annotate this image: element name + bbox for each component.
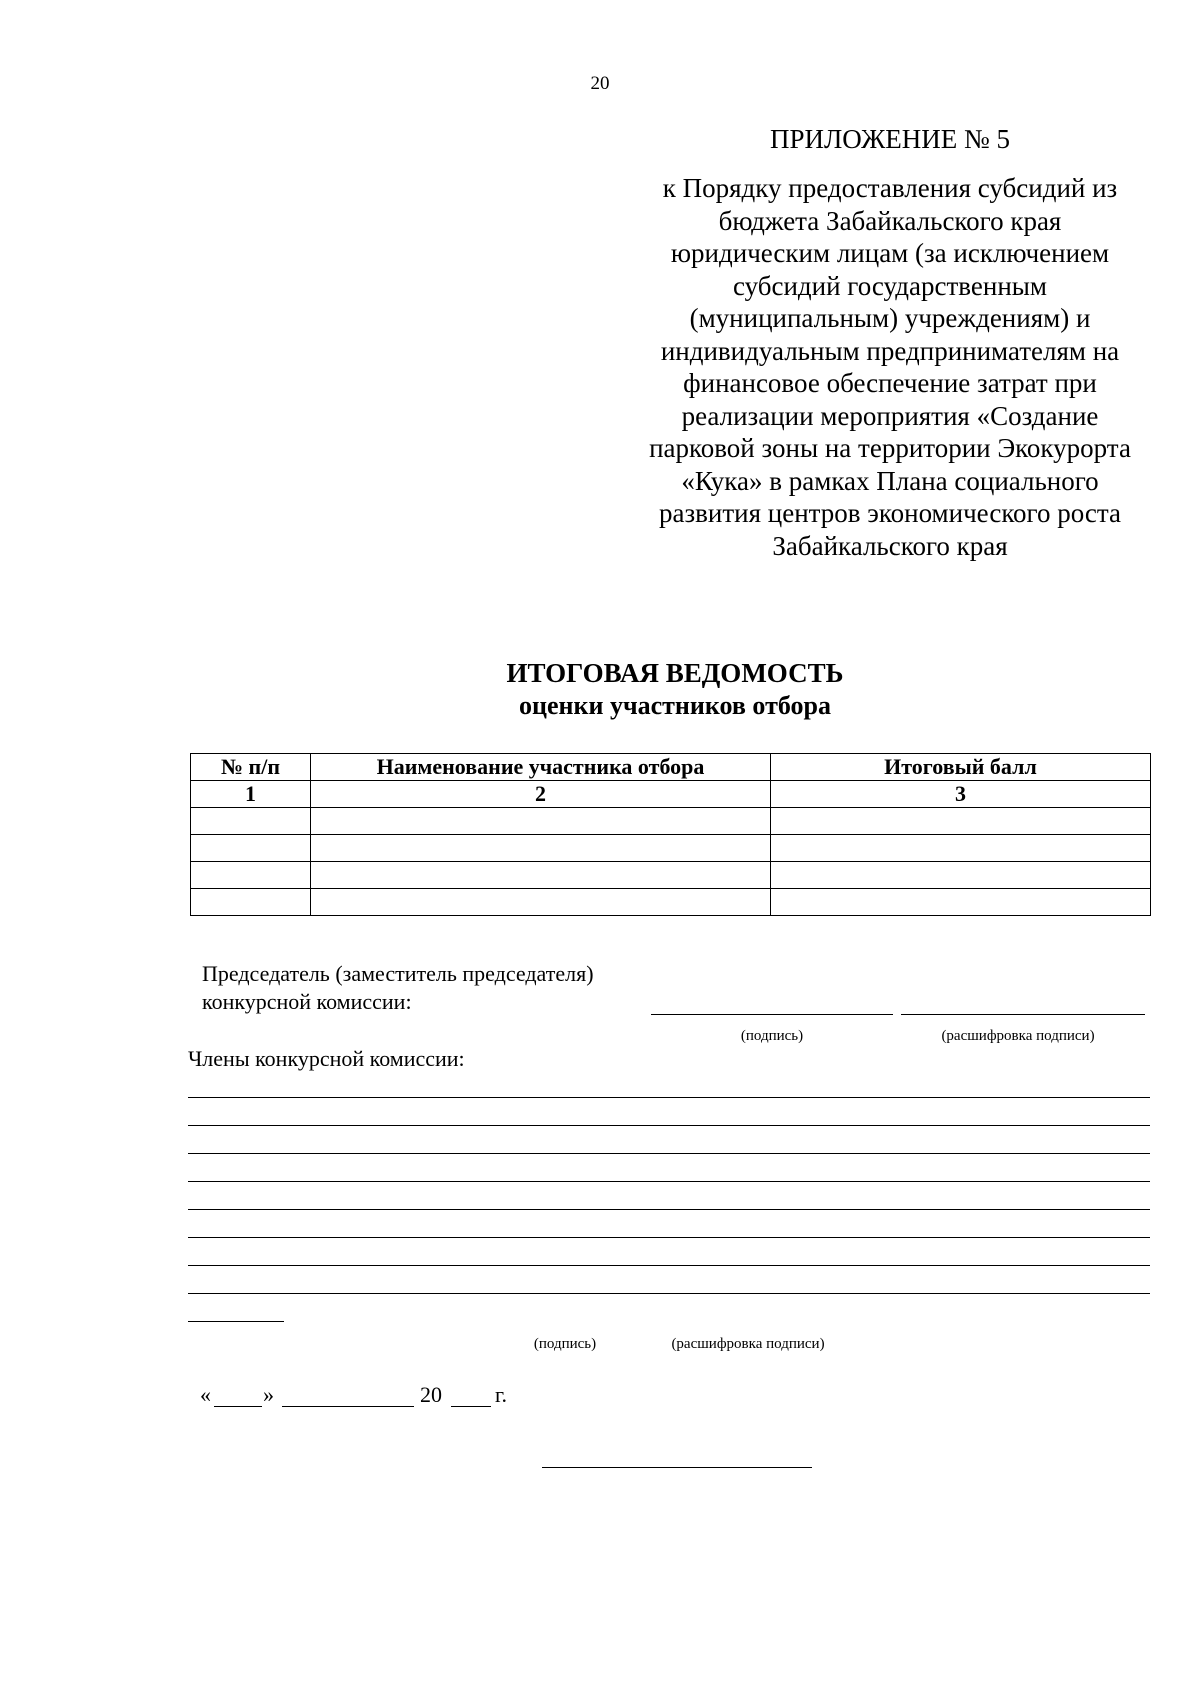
chairman-label-line1: Председатель (заместитель председателя) xyxy=(202,961,594,986)
table-cell[interactable] xyxy=(311,835,771,862)
header-total-score: Итоговый балл xyxy=(771,754,1151,781)
document-subtitle: оценки участников отбора xyxy=(519,691,831,720)
appendix-text xyxy=(620,172,1160,562)
table-row xyxy=(191,862,1151,889)
member-line[interactable] xyxy=(188,1097,1150,1098)
appendix-title: ПРИЛОЖЕНИЕ № 5 xyxy=(769,124,1011,154)
appendix-line: парковой зоны на территории Экокурорта xyxy=(649,433,1131,463)
members-sign-hint: (подпись) xyxy=(533,1336,597,1352)
member-line[interactable] xyxy=(188,1125,1150,1126)
appendix-line: бюджета Забайкальского края xyxy=(718,205,1062,236)
column-number: 3 xyxy=(771,781,1151,808)
table-cell[interactable] xyxy=(771,862,1151,889)
table-cell[interactable] xyxy=(771,889,1151,916)
table-row xyxy=(191,835,1151,862)
table-cell[interactable] xyxy=(771,835,1151,862)
appendix-line: развития центров экономического роста xyxy=(659,498,1121,528)
table-cell[interactable] xyxy=(311,889,771,916)
appendix-line: (муниципальным) учреждениям) и xyxy=(689,303,1091,333)
appendix-line: Забайкальского края xyxy=(772,530,1008,561)
appendix-line: реализации мероприятия «Создание xyxy=(681,400,1099,431)
member-line[interactable] xyxy=(188,1181,1150,1182)
table-cell[interactable] xyxy=(191,889,311,916)
chairman-decode-line[interactable] xyxy=(901,1014,1145,1015)
chairman-sign-hint: (подпись) xyxy=(740,1028,804,1044)
column-number: 2 xyxy=(311,781,771,808)
date-open-quote: « xyxy=(200,1382,211,1407)
members-decode-hint: (расшифровка подписи) xyxy=(671,1336,825,1352)
member-line[interactable] xyxy=(188,1293,1150,1294)
date-day-line[interactable] xyxy=(214,1406,262,1407)
table-cell[interactable] xyxy=(191,862,311,889)
appendix-line: индивидуальным предпринимателям на xyxy=(660,335,1120,366)
member-line[interactable] xyxy=(188,1209,1150,1210)
table-cell[interactable] xyxy=(191,835,311,862)
member-line[interactable] xyxy=(188,1265,1150,1266)
appendix-line: юридическим лицам (за исключением xyxy=(670,238,1110,268)
date-month-line[interactable] xyxy=(282,1406,414,1407)
table-header-row xyxy=(191,754,1151,781)
appendix-line: «Кука» в рамках Плана социального xyxy=(681,465,1099,496)
column-number: 1 xyxy=(191,781,311,808)
results-table xyxy=(190,753,1151,916)
table-cell[interactable] xyxy=(771,808,1151,835)
table-cell[interactable] xyxy=(311,862,771,889)
appendix-line: субсидий государственным xyxy=(732,270,1048,301)
date-year-line[interactable] xyxy=(451,1406,491,1407)
appendix-line: финансовое обеспечение затрат при xyxy=(683,368,1097,398)
header-participant-name: Наименование участника отбора xyxy=(311,754,771,781)
table-cell[interactable] xyxy=(311,808,771,835)
date-year-prefix: 20 xyxy=(420,1382,442,1407)
document-title: ИТОГОВАЯ ВЕДОМОСТЬ xyxy=(506,658,844,688)
chairman-label-line2: конкурсной комиссии: xyxy=(202,989,412,1014)
table-cell[interactable] xyxy=(191,808,311,835)
date-year-suffix: г. xyxy=(495,1382,508,1407)
table-row xyxy=(191,889,1151,916)
closing-separator xyxy=(542,1467,812,1468)
table-row xyxy=(191,808,1151,835)
member-short-line[interactable] xyxy=(188,1321,284,1322)
member-line[interactable] xyxy=(188,1237,1150,1238)
header-number: № п/п xyxy=(191,754,311,781)
table-column-numbers-row xyxy=(191,781,1151,808)
date-close-quote: » xyxy=(263,1382,274,1407)
page-number: 20 xyxy=(590,73,610,94)
members-label: Члены конкурсной комиссии: xyxy=(188,1046,465,1071)
chairman-decode-hint: (расшифровка подписи) xyxy=(941,1028,1095,1044)
appendix-line: к Порядку предоставления субсидий из xyxy=(662,173,1118,203)
member-line[interactable] xyxy=(188,1153,1150,1154)
chairman-signature-line[interactable] xyxy=(651,1014,893,1015)
